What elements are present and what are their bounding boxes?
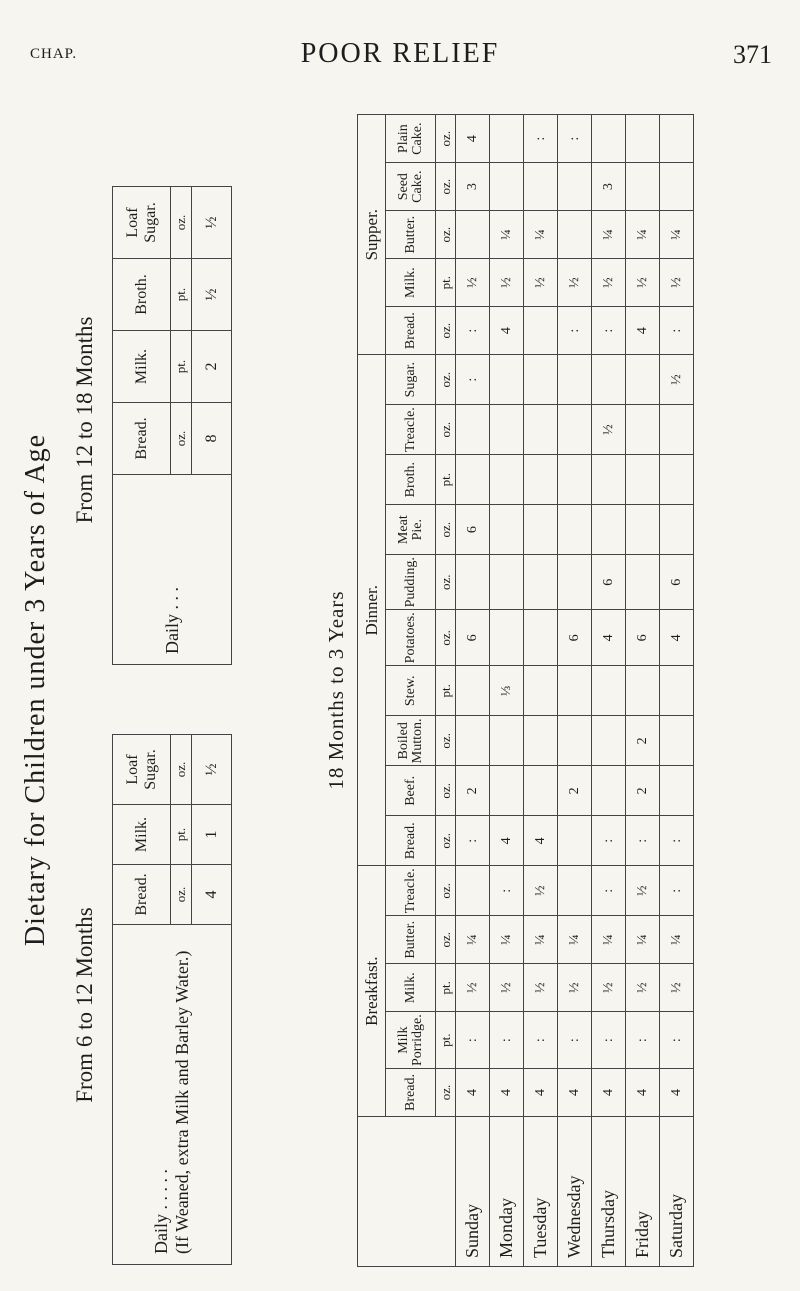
ration-cell: [558, 716, 592, 766]
group-dinner: Dinner.: [358, 355, 386, 866]
ration-cell: [490, 716, 524, 766]
table2-unit: oz.: [171, 187, 192, 259]
col-breakfast-milk-porridge: Milk Porridge.: [386, 1012, 436, 1069]
col-unit: oz.: [436, 307, 456, 355]
ration-cell: 3: [456, 163, 490, 211]
ration-cell: 4: [660, 610, 694, 666]
ration-cell: [524, 307, 558, 355]
chapter-label: CHAP.: [30, 46, 78, 62]
table-18-months-3-years: [357, 114, 694, 1267]
ration-cell: 3: [592, 163, 626, 211]
col-unit: oz.: [436, 610, 456, 666]
ration-cell: :: [660, 866, 694, 916]
ration-cell: [490, 405, 524, 455]
ration-cell: ½: [524, 866, 558, 916]
ration-cell: [660, 115, 694, 163]
ration-cell: :: [456, 1012, 490, 1069]
table-row: [490, 115, 524, 1267]
ration-cell: :: [626, 1012, 660, 1069]
ration-cell: 2: [456, 766, 490, 816]
ration-cell: ⅓: [490, 666, 524, 716]
ration-cell: 4: [490, 307, 524, 355]
ration-cell: ½: [524, 259, 558, 307]
col-supper-butter: Butter.: [386, 211, 436, 259]
ration-cell: [660, 405, 694, 455]
table2-col-bread: Bread.: [113, 403, 171, 475]
ration-cell: [592, 505, 626, 555]
table-6-12-months: [112, 734, 232, 1265]
section-18-36-months-label: 18 Months to 3 Years: [324, 590, 348, 790]
table2-col-milk: Milk.: [113, 331, 171, 403]
ration-cell: [558, 816, 592, 866]
ration-cell: [592, 455, 626, 505]
col-dinner-bread: Bread.: [386, 816, 436, 866]
ration-cell: :: [592, 1012, 626, 1069]
ration-cell: [490, 115, 524, 163]
ration-cell: :: [456, 307, 490, 355]
day-label: Wednesday: [558, 1117, 592, 1267]
ration-cell: [626, 555, 660, 610]
ration-cell: :: [660, 1012, 694, 1069]
col-unit: oz.: [436, 816, 456, 866]
ration-cell: :: [592, 866, 626, 916]
col-unit: pt.: [436, 666, 456, 716]
page-number: 371: [733, 40, 772, 69]
ration-cell: [626, 163, 660, 211]
col-breakfast-milk: Milk.: [386, 964, 436, 1012]
ration-cell: [456, 455, 490, 505]
col-breakfast-treacle: Treacle.: [386, 866, 436, 916]
ration-cell: 6: [626, 610, 660, 666]
ration-cell: :: [456, 355, 490, 405]
ration-cell: 4: [660, 1069, 694, 1117]
ration-cell: ½: [626, 866, 660, 916]
group-supper: Supper.: [358, 115, 386, 355]
ration-cell: [524, 505, 558, 555]
table2-col-broth: Broth.: [113, 259, 171, 331]
ration-cell: 2: [626, 766, 660, 816]
ration-cell: [524, 610, 558, 666]
ration-cell: [524, 455, 558, 505]
ration-cell: [524, 405, 558, 455]
ration-cell: [524, 666, 558, 716]
ration-cell: ½: [524, 964, 558, 1012]
ration-cell: ¼: [660, 916, 694, 964]
ration-cell: [558, 666, 592, 716]
day-header-blank: [358, 1117, 456, 1267]
table1-value: 1: [192, 805, 232, 865]
col-supper-plain-cake: Plain Cake.: [386, 115, 436, 163]
table1-unit: pt.: [171, 805, 192, 865]
table-row: [524, 115, 558, 1267]
col-supper-milk: Milk.: [386, 259, 436, 307]
col-unit: oz.: [436, 866, 456, 916]
ration-cell: [490, 766, 524, 816]
col-unit: pt.: [436, 964, 456, 1012]
table2-value: ½: [192, 187, 232, 259]
ration-cell: 6: [558, 610, 592, 666]
ration-cell: 4: [490, 1069, 524, 1117]
col-dinner-meat-pie: Meat Pie.: [386, 505, 436, 555]
ration-cell: 4: [626, 307, 660, 355]
ration-cell: 4: [558, 1069, 592, 1117]
col-dinner-boiled-mutton: Boiled Mutton.: [386, 716, 436, 766]
ration-cell: 4: [490, 816, 524, 866]
table2-col-sugar: Loaf Sugar.: [113, 187, 171, 259]
table1-value: ½: [192, 735, 232, 805]
day-label: Monday: [490, 1117, 524, 1267]
ration-cell: [660, 455, 694, 505]
table2-unit: pt.: [171, 331, 192, 403]
table-row: [558, 115, 592, 1267]
ration-cell: 2: [558, 766, 592, 816]
col-unit: oz.: [436, 505, 456, 555]
col-unit: oz.: [436, 163, 456, 211]
day-label: Friday: [626, 1117, 660, 1267]
rotated-dietary-table: [12, 105, 792, 1275]
ration-cell: ½: [660, 964, 694, 1012]
ration-cell: ¼: [558, 916, 592, 964]
table1-row-label: Daily . . . . . (If Weaned, extra Milk and Barley Water.): [113, 925, 232, 1265]
col-unit: oz.: [436, 555, 456, 610]
ration-cell: ½: [592, 259, 626, 307]
col-unit: oz.: [436, 1069, 456, 1117]
table-row: [626, 115, 660, 1267]
ration-cell: ¼: [626, 211, 660, 259]
section-6-12-months-label: From 6 to 12 Months: [72, 907, 97, 1103]
ration-cell: 6: [456, 505, 490, 555]
col-unit: pt.: [436, 259, 456, 307]
ration-cell: :: [490, 866, 524, 916]
ration-cell: [626, 455, 660, 505]
ration-cell: [490, 163, 524, 211]
group-breakfast: Breakfast.: [358, 866, 386, 1117]
day-label: Saturday: [660, 1117, 694, 1267]
ration-cell: [490, 455, 524, 505]
table-row: [456, 115, 490, 1267]
table1-col-sugar: Loaf Sugar.: [113, 735, 171, 805]
col-unit: oz.: [436, 766, 456, 816]
ration-cell: ½: [490, 259, 524, 307]
ration-cell: [490, 505, 524, 555]
ration-cell: [592, 716, 626, 766]
ration-cell: [626, 355, 660, 405]
col-unit: oz.: [436, 211, 456, 259]
ration-cell: ½: [660, 259, 694, 307]
ration-cell: :: [490, 1012, 524, 1069]
ration-cell: :: [626, 816, 660, 866]
table1-col-bread: Bread.: [113, 865, 171, 925]
table1-col-milk: Milk.: [113, 805, 171, 865]
ration-cell: [592, 666, 626, 716]
col-unit: pt.: [436, 1012, 456, 1069]
ration-cell: :: [558, 307, 592, 355]
ration-cell: 4: [456, 1069, 490, 1117]
table-12-18-months: [112, 186, 232, 665]
ration-cell: [524, 766, 558, 816]
ration-cell: :: [456, 816, 490, 866]
ration-cell: [558, 163, 592, 211]
ration-cell: [456, 211, 490, 259]
running-title: POOR RELIEF: [300, 38, 500, 69]
table2-value: ½: [192, 259, 232, 331]
ration-cell: 2: [626, 716, 660, 766]
col-unit: oz.: [436, 405, 456, 455]
ration-cell: [626, 405, 660, 455]
col-breakfast-butter: Butter.: [386, 916, 436, 964]
col-unit: oz.: [436, 355, 456, 405]
table1-unit: oz.: [171, 865, 192, 925]
ration-cell: [490, 555, 524, 610]
ration-cell: ½: [626, 259, 660, 307]
section-12-18-months-label: From 12 to 18 Months: [72, 316, 97, 524]
ration-cell: ¼: [660, 211, 694, 259]
ration-cell: [558, 455, 592, 505]
ration-cell: [558, 405, 592, 455]
ration-cell: [524, 163, 558, 211]
ration-cell: [626, 666, 660, 716]
col-dinner-potatoes: Potatoes.: [386, 610, 436, 666]
ration-cell: 4: [626, 1069, 660, 1117]
ration-cell: [456, 555, 490, 610]
ration-cell: ½: [592, 405, 626, 455]
ration-cell: ¼: [524, 916, 558, 964]
ration-cell: ½: [660, 355, 694, 405]
page-header: [0, 0, 800, 80]
col-dinner-stew: Stew.: [386, 666, 436, 716]
ration-cell: ½: [626, 964, 660, 1012]
ration-cell: :: [524, 115, 558, 163]
ration-cell: [490, 610, 524, 666]
ration-cell: [558, 211, 592, 259]
col-dinner-treacle: Treacle.: [386, 405, 436, 455]
col-dinner-beef: Beef.: [386, 766, 436, 816]
ration-cell: ½: [558, 259, 592, 307]
table1-value: 4: [192, 865, 232, 925]
ration-cell: [456, 405, 490, 455]
day-label: Tuesday: [524, 1117, 558, 1267]
ration-cell: [456, 666, 490, 716]
ration-cell: [558, 555, 592, 610]
ration-cell: 4: [524, 816, 558, 866]
ration-cell: 4: [592, 1069, 626, 1117]
day-label: Sunday: [456, 1117, 490, 1267]
ration-cell: :: [558, 115, 592, 163]
ration-cell: [558, 505, 592, 555]
ration-cell: [592, 766, 626, 816]
ration-cell: ¼: [490, 916, 524, 964]
table-row: [660, 115, 694, 1267]
ration-cell: :: [524, 1012, 558, 1069]
ration-cell: [660, 163, 694, 211]
ration-cell: 6: [592, 555, 626, 610]
day-label: Thursday: [592, 1117, 626, 1267]
ration-cell: [660, 666, 694, 716]
ration-cell: [592, 115, 626, 163]
ration-cell: 4: [524, 1069, 558, 1117]
table2-value: 2: [192, 331, 232, 403]
ration-cell: [626, 115, 660, 163]
col-supper-bread: Bread.: [386, 307, 436, 355]
ration-cell: [524, 716, 558, 766]
ration-cell: [660, 716, 694, 766]
ration-cell: ½: [592, 964, 626, 1012]
col-dinner-pudding: Pudding.: [386, 555, 436, 610]
ration-cell: 4: [456, 115, 490, 163]
ration-cell: :: [558, 1012, 592, 1069]
ration-cell: ¼: [592, 211, 626, 259]
ration-cell: 6: [660, 555, 694, 610]
table2-value: 8: [192, 403, 232, 475]
col-unit: pt.: [436, 455, 456, 505]
ration-cell: ¼: [490, 211, 524, 259]
ration-cell: [524, 555, 558, 610]
ration-cell: 4: [592, 610, 626, 666]
ration-cell: :: [660, 307, 694, 355]
ration-cell: [558, 355, 592, 405]
ration-cell: ½: [558, 964, 592, 1012]
table-row: [592, 115, 626, 1267]
col-breakfast-bread: Bread.: [386, 1069, 436, 1117]
ration-cell: [524, 355, 558, 405]
ration-cell: [626, 505, 660, 555]
ration-cell: ¼: [524, 211, 558, 259]
col-supper-seed-cake: Seed Cake.: [386, 163, 436, 211]
ration-cell: ½: [456, 964, 490, 1012]
ration-cell: ¼: [456, 916, 490, 964]
ration-cell: [558, 866, 592, 916]
ration-cell: ½: [490, 964, 524, 1012]
col-unit: oz.: [436, 115, 456, 163]
ration-cell: [592, 355, 626, 405]
ration-cell: [490, 355, 524, 405]
col-unit: oz.: [436, 916, 456, 964]
table-title: Dietary for Children under 3 Years of Age: [20, 433, 51, 947]
ration-cell: [456, 866, 490, 916]
ration-cell: ¼: [592, 916, 626, 964]
ration-cell: 6: [456, 610, 490, 666]
table1-unit: oz.: [171, 735, 192, 805]
table2-unit: pt.: [171, 259, 192, 331]
ration-cell: ½: [456, 259, 490, 307]
col-dinner-sugar: Sugar.: [386, 355, 436, 405]
ration-cell: :: [592, 816, 626, 866]
ration-cell: ¼: [626, 916, 660, 964]
table2-unit: oz.: [171, 403, 192, 475]
ration-cell: :: [660, 816, 694, 866]
table2-row-label: Daily . . .: [113, 475, 232, 665]
ration-cell: [660, 766, 694, 816]
col-dinner-broth: Broth.: [386, 455, 436, 505]
ration-cell: [660, 505, 694, 555]
ration-cell: :: [592, 307, 626, 355]
ration-cell: [456, 716, 490, 766]
col-unit: oz.: [436, 716, 456, 766]
